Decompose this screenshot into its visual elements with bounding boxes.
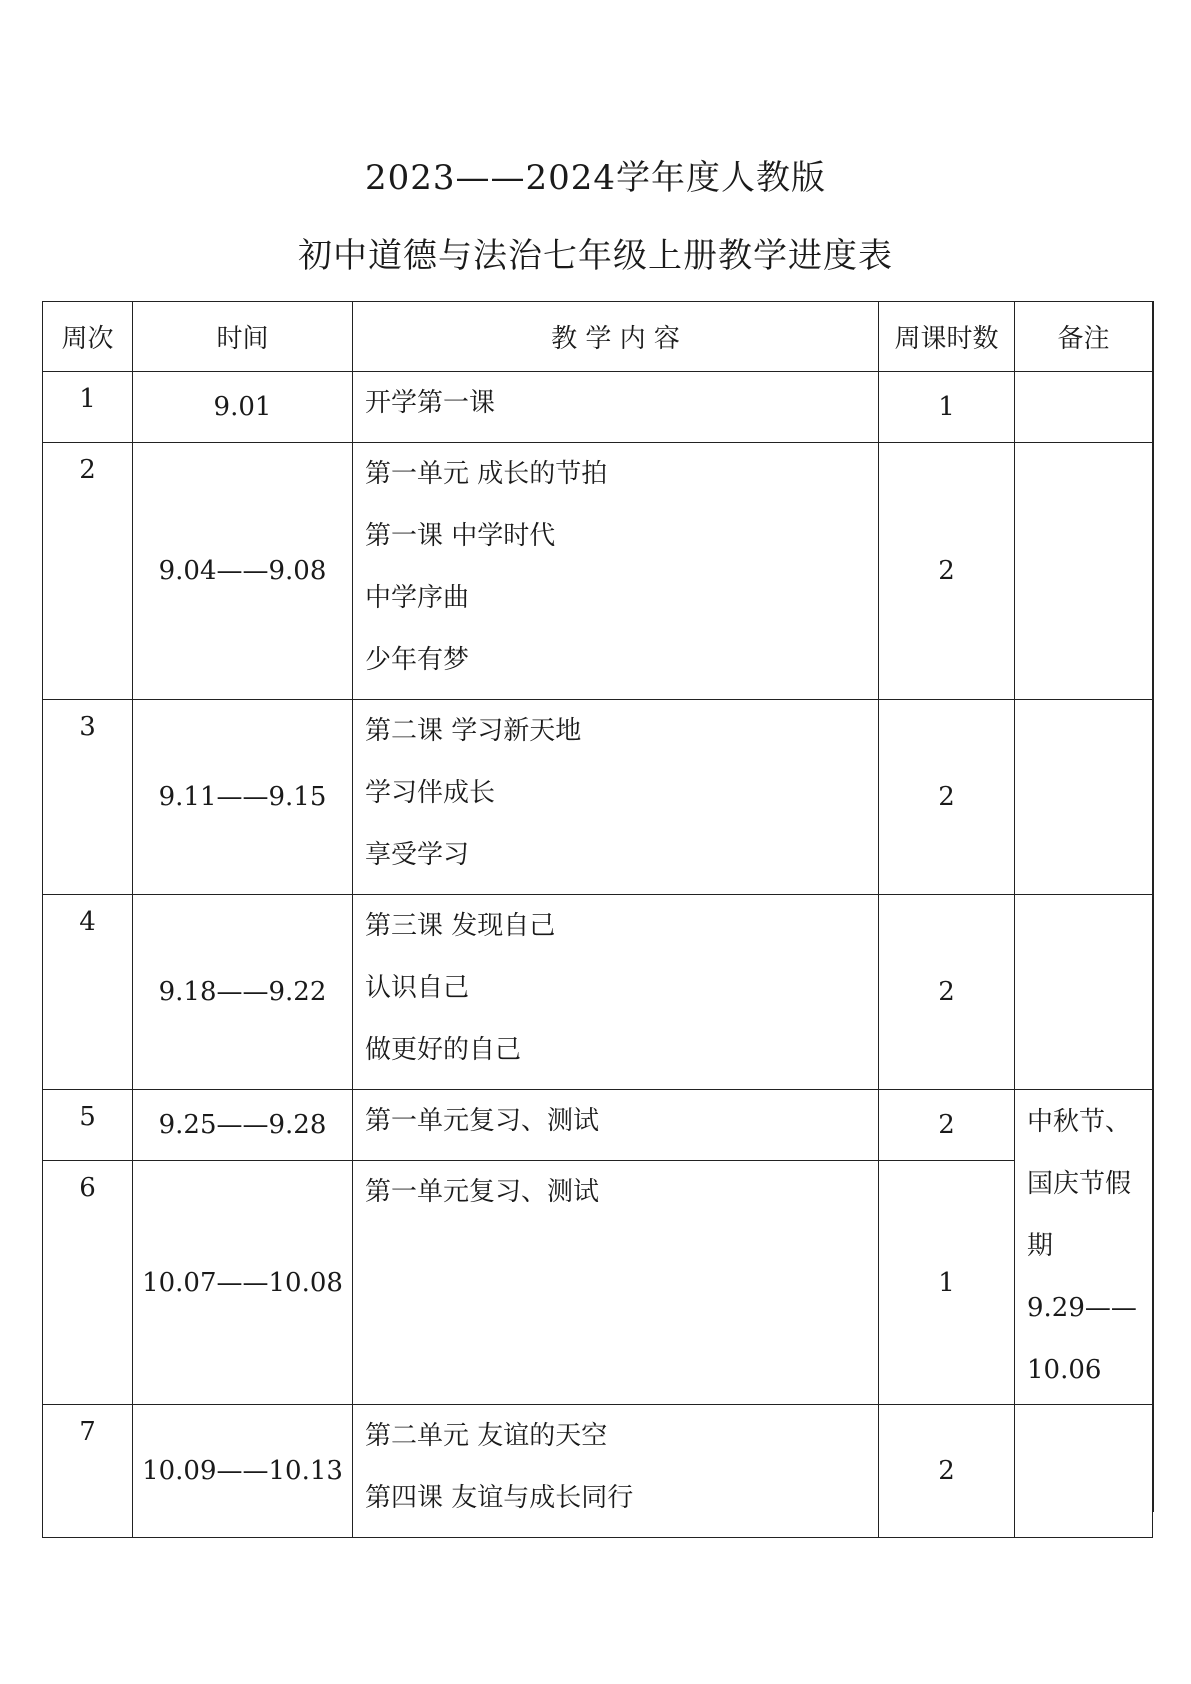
- holiday-note-cell: [1015, 1090, 1153, 1405]
- note-cell: [1015, 443, 1153, 700]
- content-line: 第一单元 成长的节拍: [365, 459, 608, 489]
- content-line: 第二单元 友谊的天空: [365, 1421, 608, 1451]
- content-line: 第一单元复习、测试: [365, 1177, 600, 1208]
- hours-cell: 2: [879, 443, 1015, 700]
- note-cell: [1015, 700, 1153, 895]
- week-cell: 6: [43, 1161, 133, 1405]
- note-cell: [1015, 1405, 1153, 1538]
- week-cell: 2: [43, 443, 133, 700]
- time-cell: 9.18——9.22: [133, 895, 353, 1090]
- content-cell: [353, 1090, 879, 1161]
- content-line: 第四课 友谊与成长同行: [365, 1483, 634, 1513]
- time-cell: 9.01: [133, 372, 353, 443]
- header-week: 周次: [43, 302, 133, 372]
- table-header-row: [43, 302, 1153, 372]
- content-line: 享受学习: [365, 840, 470, 870]
- content-line: 第一课 中学时代: [365, 521, 556, 551]
- week-cell: 7: [43, 1405, 133, 1538]
- table-row: [43, 895, 1153, 1090]
- content-cell: [353, 443, 879, 700]
- note-cell: [1015, 372, 1153, 443]
- content-line: 学习伴成长: [365, 778, 496, 808]
- note-line: 9.29——: [1027, 1293, 1137, 1323]
- document-title-line2: 初中道德与法治七年级上册教学进度表: [298, 236, 893, 276]
- content-line: 第一单元复习、测试: [365, 1106, 600, 1136]
- content-cell: [353, 895, 879, 1090]
- table-row: [43, 443, 1153, 700]
- week-cell: 4: [43, 895, 133, 1090]
- time-cell: 9.11——9.15: [133, 700, 353, 895]
- content-cell: [353, 1161, 879, 1405]
- content-line: 第三课 发现自己: [365, 911, 556, 941]
- content-line: 做更好的自己: [365, 1035, 522, 1065]
- document-title-line1: 2023——2024学年度人教版: [364, 158, 827, 198]
- header-content: 教 学 内 容: [353, 302, 879, 372]
- table-right-double-border: [1152, 301, 1154, 1512]
- hours-cell: 2: [879, 1090, 1015, 1161]
- note-line: 中秋节、: [1027, 1107, 1132, 1137]
- table-row: [43, 700, 1153, 895]
- hours-cell: 2: [879, 700, 1015, 895]
- time-cell: 10.09——10.13: [133, 1405, 353, 1538]
- note-line: 10.06: [1027, 1355, 1102, 1385]
- week-cell: 1: [43, 372, 133, 443]
- header-hours: 周课时数: [879, 302, 1015, 372]
- week-cell: 3: [43, 700, 133, 895]
- header-note: 备注: [1015, 302, 1153, 372]
- content-line: 中学序曲: [365, 583, 470, 613]
- time-cell: 10.07——10.08: [133, 1161, 353, 1405]
- time-cell: 9.25——9.28: [133, 1090, 353, 1161]
- table-row: [43, 1090, 1153, 1161]
- hours-cell: 1: [879, 372, 1015, 443]
- content-line: 第二课 学习新天地: [365, 716, 582, 746]
- note-cell: [1015, 895, 1153, 1090]
- table-row: [43, 372, 1153, 443]
- time-cell: 9.04——9.08: [133, 443, 353, 700]
- header-time: 时间: [133, 302, 353, 372]
- note-line: 期: [1027, 1231, 1054, 1261]
- hours-cell: 1: [879, 1161, 1015, 1405]
- hours-cell: 2: [879, 895, 1015, 1090]
- content-line: 开学第一课: [365, 388, 496, 418]
- week-cell: 5: [43, 1090, 133, 1161]
- content-line: 少年有梦: [365, 645, 470, 675]
- teaching-schedule-table: [42, 301, 1153, 1538]
- note-line: 国庆节假: [1027, 1169, 1132, 1199]
- table-row: [43, 1405, 1153, 1538]
- content-cell: [353, 1405, 879, 1538]
- hours-cell: 2: [879, 1405, 1015, 1538]
- table-row: [43, 1161, 1153, 1405]
- content-cell: [353, 372, 879, 443]
- content-line: 认识自己: [365, 973, 470, 1003]
- content-cell: [353, 700, 879, 895]
